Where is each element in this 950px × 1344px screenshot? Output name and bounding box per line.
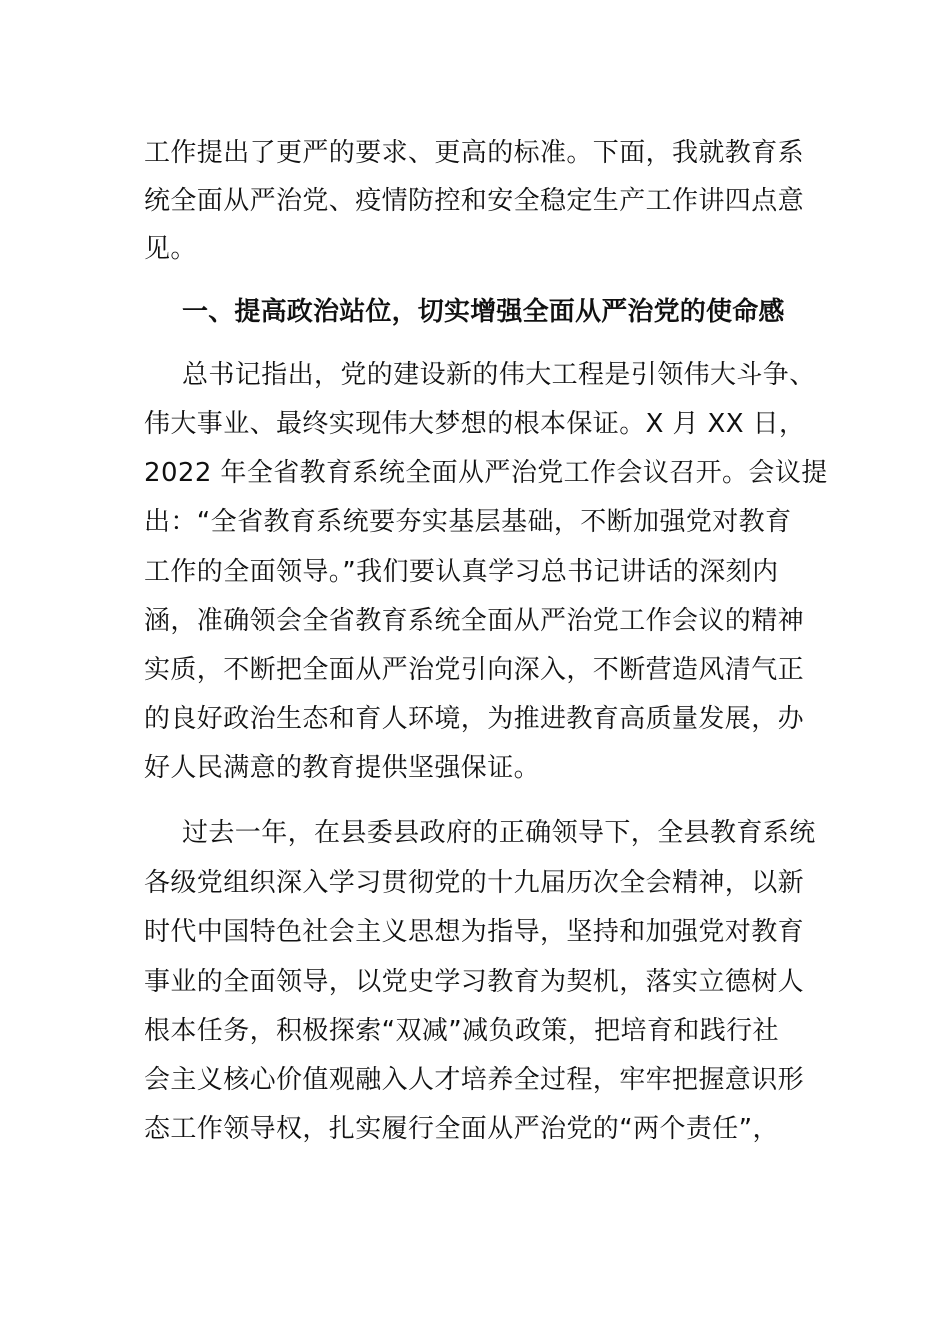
paragraph-line: 过去一年，在县委县政府的正确领导下，全县教育系统	[182, 818, 816, 848]
paragraph-line: 的良好政治生态和育人环境，为推进教育高质量发展，办	[144, 704, 805, 734]
paragraph-line: 伟大事业、最终实现伟大梦想的根本保证。X 月 XX 日，	[144, 409, 806, 439]
paragraph-line: 事业的全面领导，以党史学习教育为契机，落实立德树人	[144, 967, 805, 997]
section-heading: 一、提高政治站位，切实增强全面从严治党的使命感	[182, 297, 785, 327]
paragraph-line: 态工作领导权，扎实履行全面从严治党的“两个责任”，	[144, 1114, 779, 1144]
paragraph-line: 时代中国特色社会主义思想为指导，坚持和加强党对教育	[144, 917, 805, 947]
paragraph-line: 各级党组织深入学习贯彻党的十九届历次全会精神，以新	[144, 868, 805, 898]
paragraph-line: 根本任务，积极探索“双减”减负政策，把培育和践行社	[144, 1016, 779, 1046]
paragraph-line: 好人民满意的教育提供坚强保证。	[144, 753, 541, 783]
paragraph-line: 会主义核心价值观融入人才培养全过程，牢牢把握意识形	[144, 1065, 805, 1095]
paragraph-line: 出：“全省教育系统要夯实基层基础，不断加强党对教育	[144, 507, 792, 537]
intro-line: 统全面从严治党、疫情防控和安全稳定生产工作讲四点意	[144, 186, 805, 216]
paragraph-line: 2022 年全省教育系统全面从严治党工作会议召开。会议提	[144, 458, 828, 488]
paragraph-line: 总书记指出，党的建设新的伟大工程是引领伟大斗争、	[182, 360, 816, 390]
paragraph-line: 工作的全面领导。”我们要认真学习总书记讲话的深刻内	[144, 557, 779, 587]
intro-line: 见。	[144, 234, 197, 264]
paragraph-line: 实质，不断把全面从严治党引向深入，不断营造风清气正	[144, 655, 805, 685]
intro-line: 工作提出了更严的要求、更高的标准。下面，我就教育系	[144, 138, 805, 168]
paragraph-line: 涵，准确领会全省教育系统全面从严治党工作会议的精神	[144, 606, 805, 636]
